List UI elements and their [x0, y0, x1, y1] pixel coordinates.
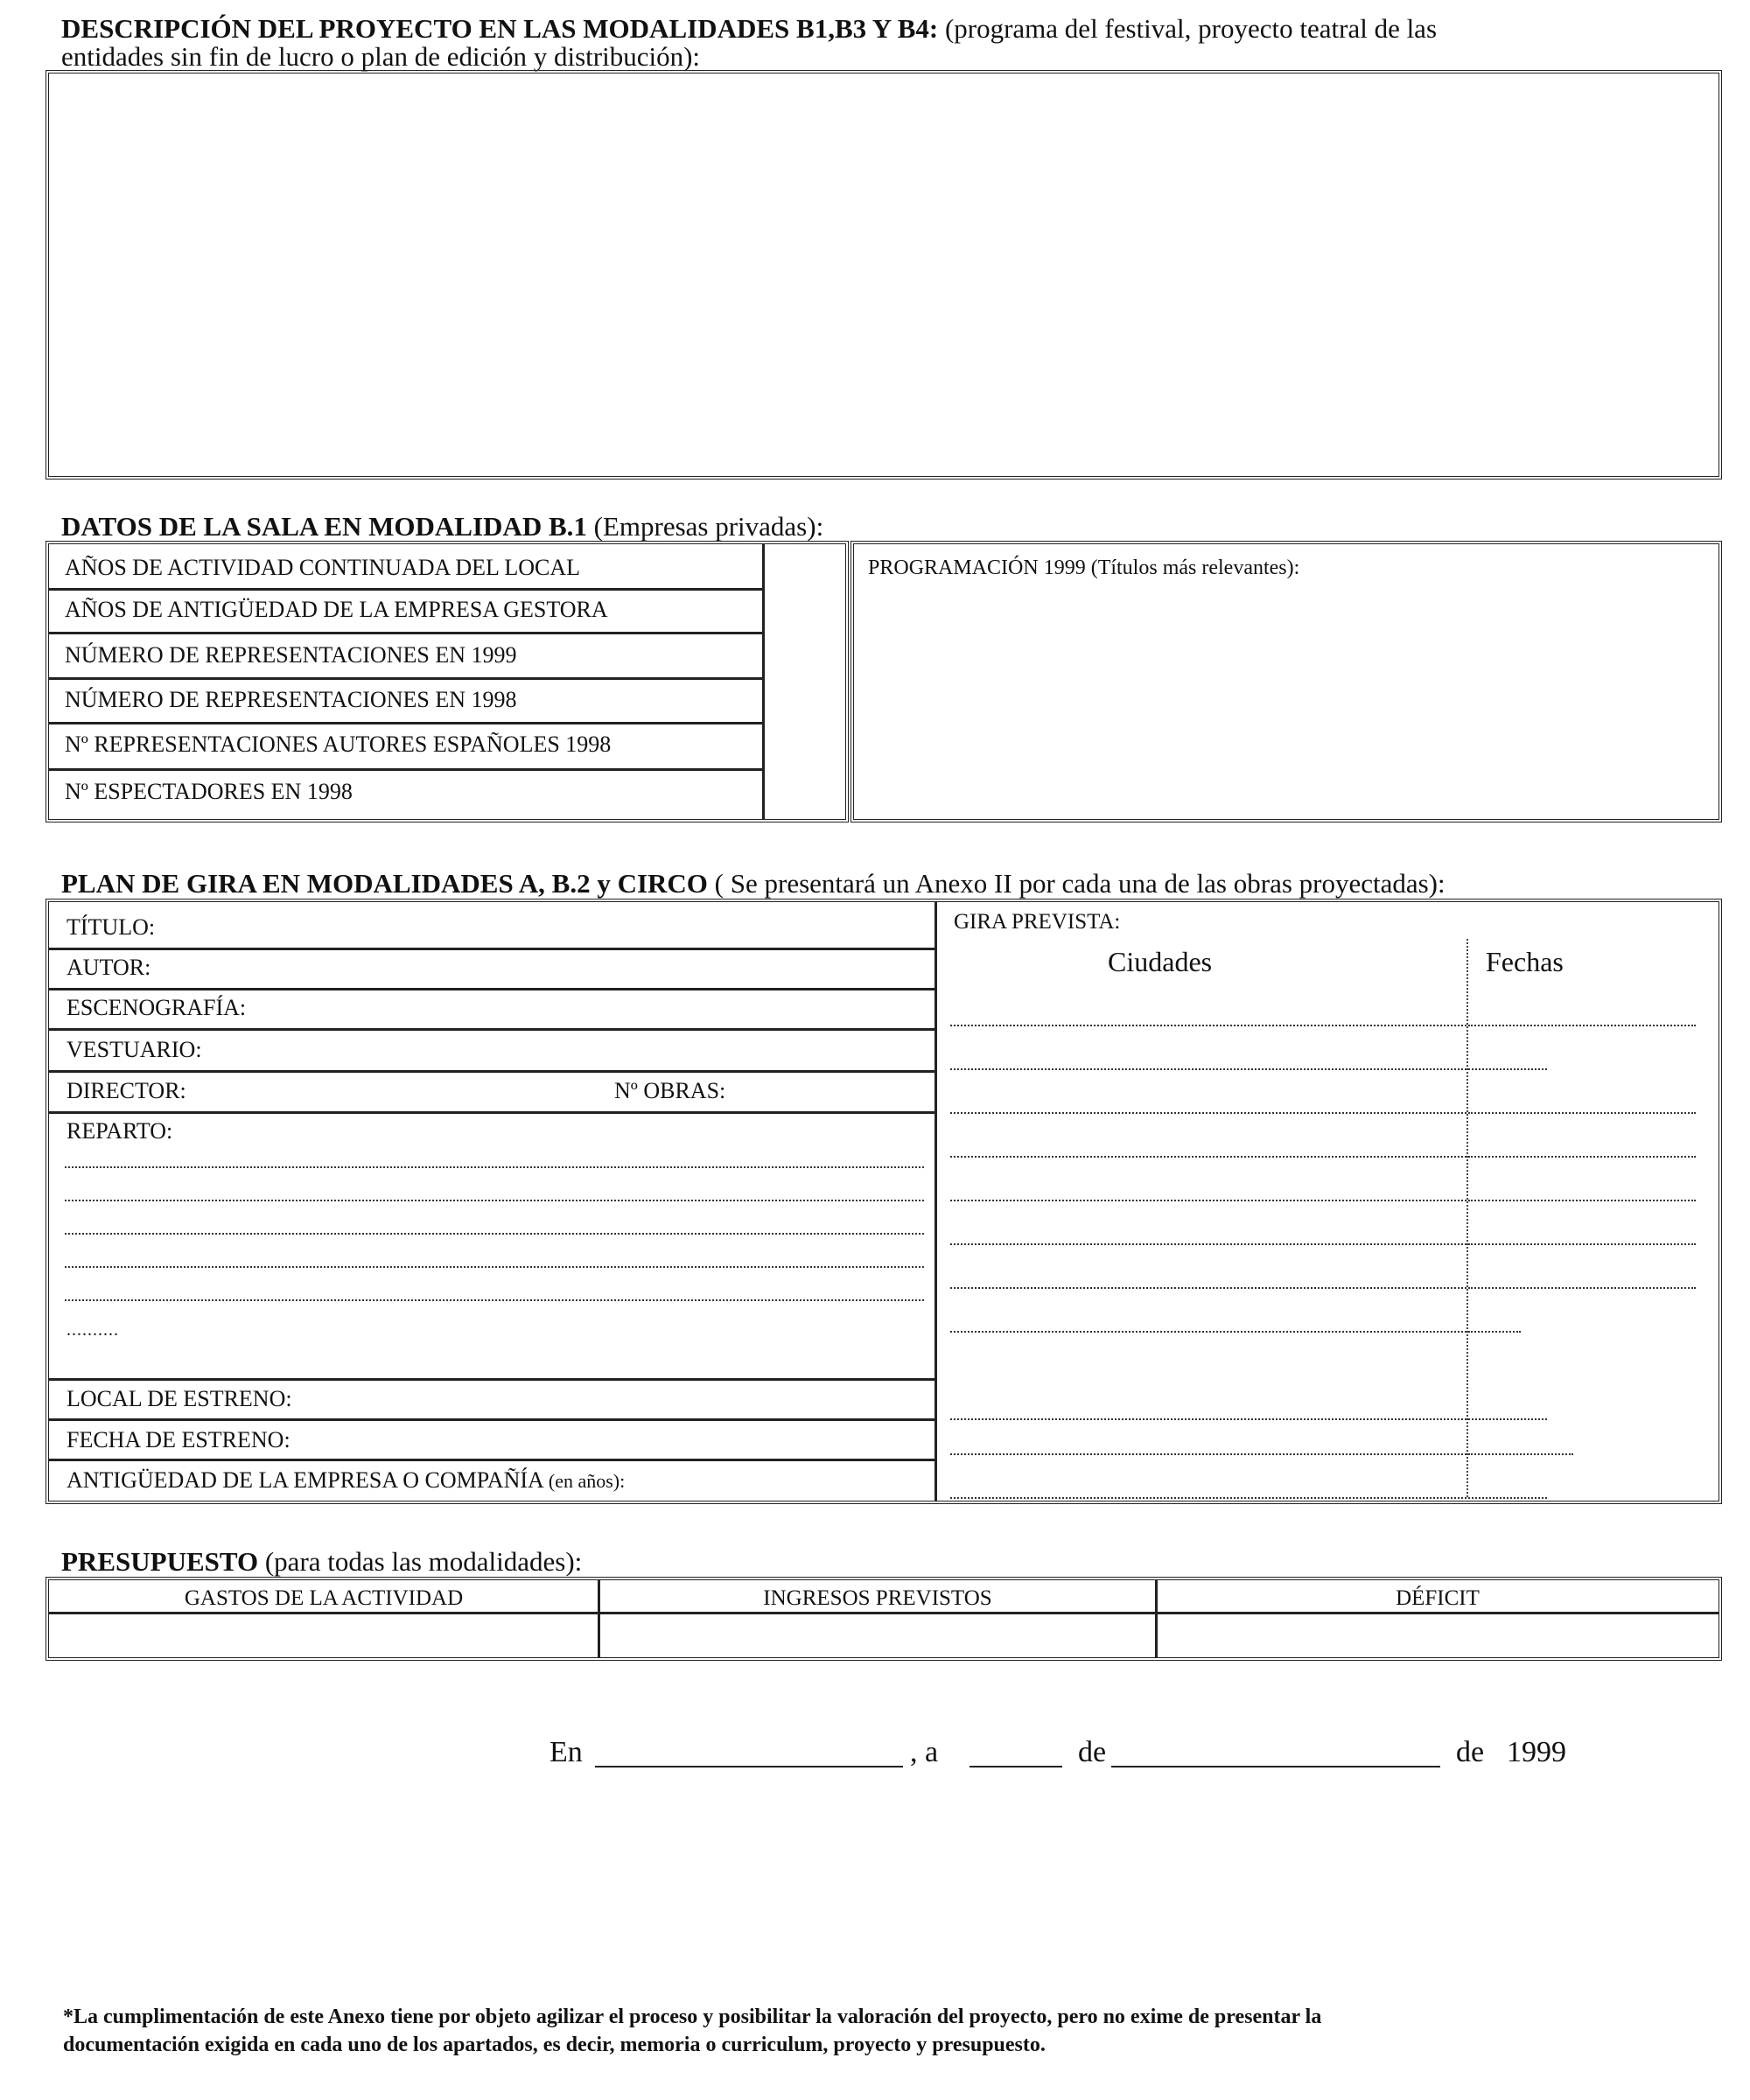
- presupuesto-table: [46, 1577, 1722, 1661]
- fecha-line[interactable]: [1468, 1418, 1547, 1420]
- sala-row-antiguedad: AÑOS DE ANTIGÜEDAD DE LA EMPRESA GESTORA: [65, 597, 608, 622]
- gira-row-divider: [49, 1378, 936, 1381]
- fecha-line[interactable]: [1468, 1453, 1573, 1455]
- gira-row-divider: [49, 1418, 936, 1421]
- date-lugar-field[interactable]: [595, 1766, 903, 1768]
- gira-titulo-label: TÍTULO:: [66, 914, 156, 940]
- presupuesto-title-bold: PRESUPUESTO: [61, 1546, 259, 1577]
- gira-title: [61, 868, 1446, 899]
- presupuesto-ingresos-header: INGRESOS PREVISTOS: [763, 1586, 992, 1610]
- reparto-line[interactable]: [65, 1266, 924, 1268]
- sala-value-column[interactable]: [765, 544, 845, 819]
- reparto-dots-text: ..........: [66, 1320, 119, 1340]
- gira-row-divider: [49, 1111, 936, 1114]
- date-de-label: de: [1078, 1736, 1107, 1768]
- ciudad-line[interactable]: [950, 1418, 1466, 1420]
- reparto-line[interactable]: [65, 1233, 924, 1235]
- ciudad-line[interactable]: [950, 1243, 1466, 1245]
- ciudad-line[interactable]: [950, 1068, 1466, 1070]
- ciudad-line[interactable]: [950, 1331, 1466, 1333]
- gira-fechas-header: Fechas: [1486, 946, 1564, 977]
- ciudad-line[interactable]: [950, 1287, 1466, 1289]
- gastos-value-field[interactable]: [52, 1615, 595, 1656]
- gira-ciudades-header: Ciudades: [1108, 946, 1213, 977]
- ciudad-line[interactable]: [950, 1200, 1466, 1201]
- sala-row-espectadores: Nº ESPECTADORES EN 1998: [65, 779, 353, 804]
- sala-row-divider: [49, 588, 763, 591]
- gira-antiguedad-label: [58, 1464, 634, 1498]
- descripcion-title-line2: entidades sin fin de lucro o plan de edición y distribución):: [61, 41, 701, 72]
- presupuesto-title-rest: (para todas las modalidades):: [258, 1546, 583, 1577]
- gira-prevista-label: GIRA PREVISTA:: [954, 910, 1121, 934]
- gira-antiguedad-unit: (en años):: [548, 1470, 626, 1492]
- ciudad-line[interactable]: [950, 1453, 1466, 1455]
- date-de2-label: de: [1456, 1736, 1485, 1768]
- gira-column-divider: [934, 902, 937, 1501]
- sala-title-bold: DATOS DE LA SALA EN MODALIDAD B.1: [61, 511, 587, 542]
- descripcion-title: [61, 13, 1438, 44]
- fecha-line[interactable]: [1468, 1200, 1696, 1201]
- gira-local-estreno-label: LOCAL DE ESTRENO:: [66, 1386, 292, 1411]
- fecha-line[interactable]: [1468, 1112, 1696, 1114]
- gira-director-label: DIRECTOR:: [66, 1078, 186, 1103]
- gira-row-divider: [49, 1459, 936, 1461]
- sala-row-rep-1999: NÚMERO DE REPRESENTACIONES EN 1999: [65, 642, 517, 668]
- sala-row-divider: [49, 632, 763, 634]
- fecha-line[interactable]: [1468, 1331, 1521, 1333]
- gira-n-obras-label: Nº OBRAS:: [614, 1078, 726, 1103]
- ciudad-line[interactable]: [950, 1112, 1466, 1114]
- ciudad-line[interactable]: [950, 1025, 1466, 1026]
- date-a-label: , a: [910, 1736, 939, 1768]
- sala-row-divider: [49, 722, 763, 724]
- fecha-line[interactable]: [1468, 1068, 1547, 1070]
- presupuesto-deficit-header: DÉFICIT: [1396, 1586, 1480, 1610]
- gira-ciudades-fechas-divider: [1466, 939, 1468, 1497]
- sala-row-rep-1998: NÚMERO DE REPRESENTACIONES EN 1998: [65, 687, 517, 712]
- reparto-line[interactable]: [65, 1200, 924, 1201]
- date-dia-field[interactable]: [970, 1766, 1062, 1768]
- programacion-label: PROGRAMACIÓN 1999 (Títulos más relevantes):: [868, 556, 1300, 579]
- descripcion-title-bold: DESCRIPCIÓN DEL PROYECTO EN LAS MODALIDADES B1,B3 Y B4:: [61, 13, 939, 44]
- descripcion-textbox[interactable]: [46, 70, 1722, 480]
- gira-title-bold: PLAN DE GIRA EN MODALIDADES A, B.2 y CIRCO: [61, 868, 708, 899]
- presupuesto-col-divider: [1155, 1580, 1158, 1657]
- ciudad-line[interactable]: [950, 1156, 1466, 1158]
- gira-antiguedad-text: ANTIGÜEDAD DE LA EMPRESA O COMPAÑÍA: [66, 1467, 543, 1493]
- fecha-line[interactable]: [1468, 1497, 1547, 1499]
- footnote-line1: *La cumplimentación de este Anexo tiene por objeto agilizar el proceso y posibilitar la valoración del proyecto, pero no exime de presentar la: [63, 2006, 1322, 2028]
- deficit-value-field[interactable]: [1158, 1615, 1715, 1656]
- fecha-line[interactable]: [1468, 1025, 1696, 1026]
- programacion-box[interactable]: [850, 541, 1722, 822]
- gira-row-divider: [49, 988, 936, 990]
- date-en-label: En: [550, 1736, 583, 1768]
- gira-title-rest: ( Se presentará un Anexo II por cada una de las obras proyectadas):: [707, 868, 1446, 899]
- reparto-line[interactable]: [65, 1299, 924, 1301]
- gira-fecha-estreno-label: FECHA DE ESTRENO:: [66, 1427, 290, 1452]
- sala-title-rest: (Empresas privadas):: [586, 511, 824, 542]
- sala-row-divider: [49, 677, 763, 680]
- gira-reparto-label: REPARTO:: [66, 1118, 173, 1144]
- presupuesto-header-divider: [49, 1612, 1718, 1614]
- presupuesto-col-divider: [598, 1580, 600, 1657]
- sala-row-divider: [49, 768, 763, 771]
- fecha-line[interactable]: [1468, 1287, 1696, 1289]
- gira-table: [46, 899, 1722, 1504]
- ciudad-line[interactable]: [950, 1497, 1466, 1499]
- sala-title: [61, 511, 824, 542]
- gira-escenografia-label: ESCENOGRAFÍA:: [66, 995, 247, 1020]
- sala-table: [46, 541, 849, 822]
- gira-row-divider: [49, 1070, 936, 1073]
- footnote-line2: documentación exigida en cada uno de los apartados, es decir, memoria o curriculum, proyecto y presupuesto.: [63, 2034, 1046, 2056]
- gira-autor-label: AUTOR:: [66, 955, 151, 980]
- presupuesto-title: [61, 1546, 583, 1577]
- fecha-line[interactable]: [1468, 1156, 1696, 1158]
- presupuesto-gastos-header: GASTOS DE LA ACTIVIDAD: [184, 1586, 464, 1610]
- sala-row-autores: Nº REPRESENTACIONES AUTORES ESPAÑOLES 1998: [65, 732, 612, 757]
- reparto-line[interactable]: [65, 1166, 924, 1168]
- gira-vestuario-label: VESTUARIO:: [66, 1037, 202, 1062]
- ingresos-value-field[interactable]: [602, 1615, 1153, 1656]
- gira-row-divider: [49, 948, 936, 950]
- sala-row-actividad: AÑOS DE ACTIVIDAD CONTINUADA DEL LOCAL: [65, 555, 581, 580]
- descripcion-title-rest: (programa del festival, proyecto teatral de las: [938, 13, 1438, 44]
- date-year: 1999: [1507, 1736, 1566, 1768]
- date-mes-field[interactable]: [1111, 1766, 1440, 1768]
- gira-row-divider: [49, 1028, 936, 1031]
- fecha-line[interactable]: [1468, 1243, 1696, 1245]
